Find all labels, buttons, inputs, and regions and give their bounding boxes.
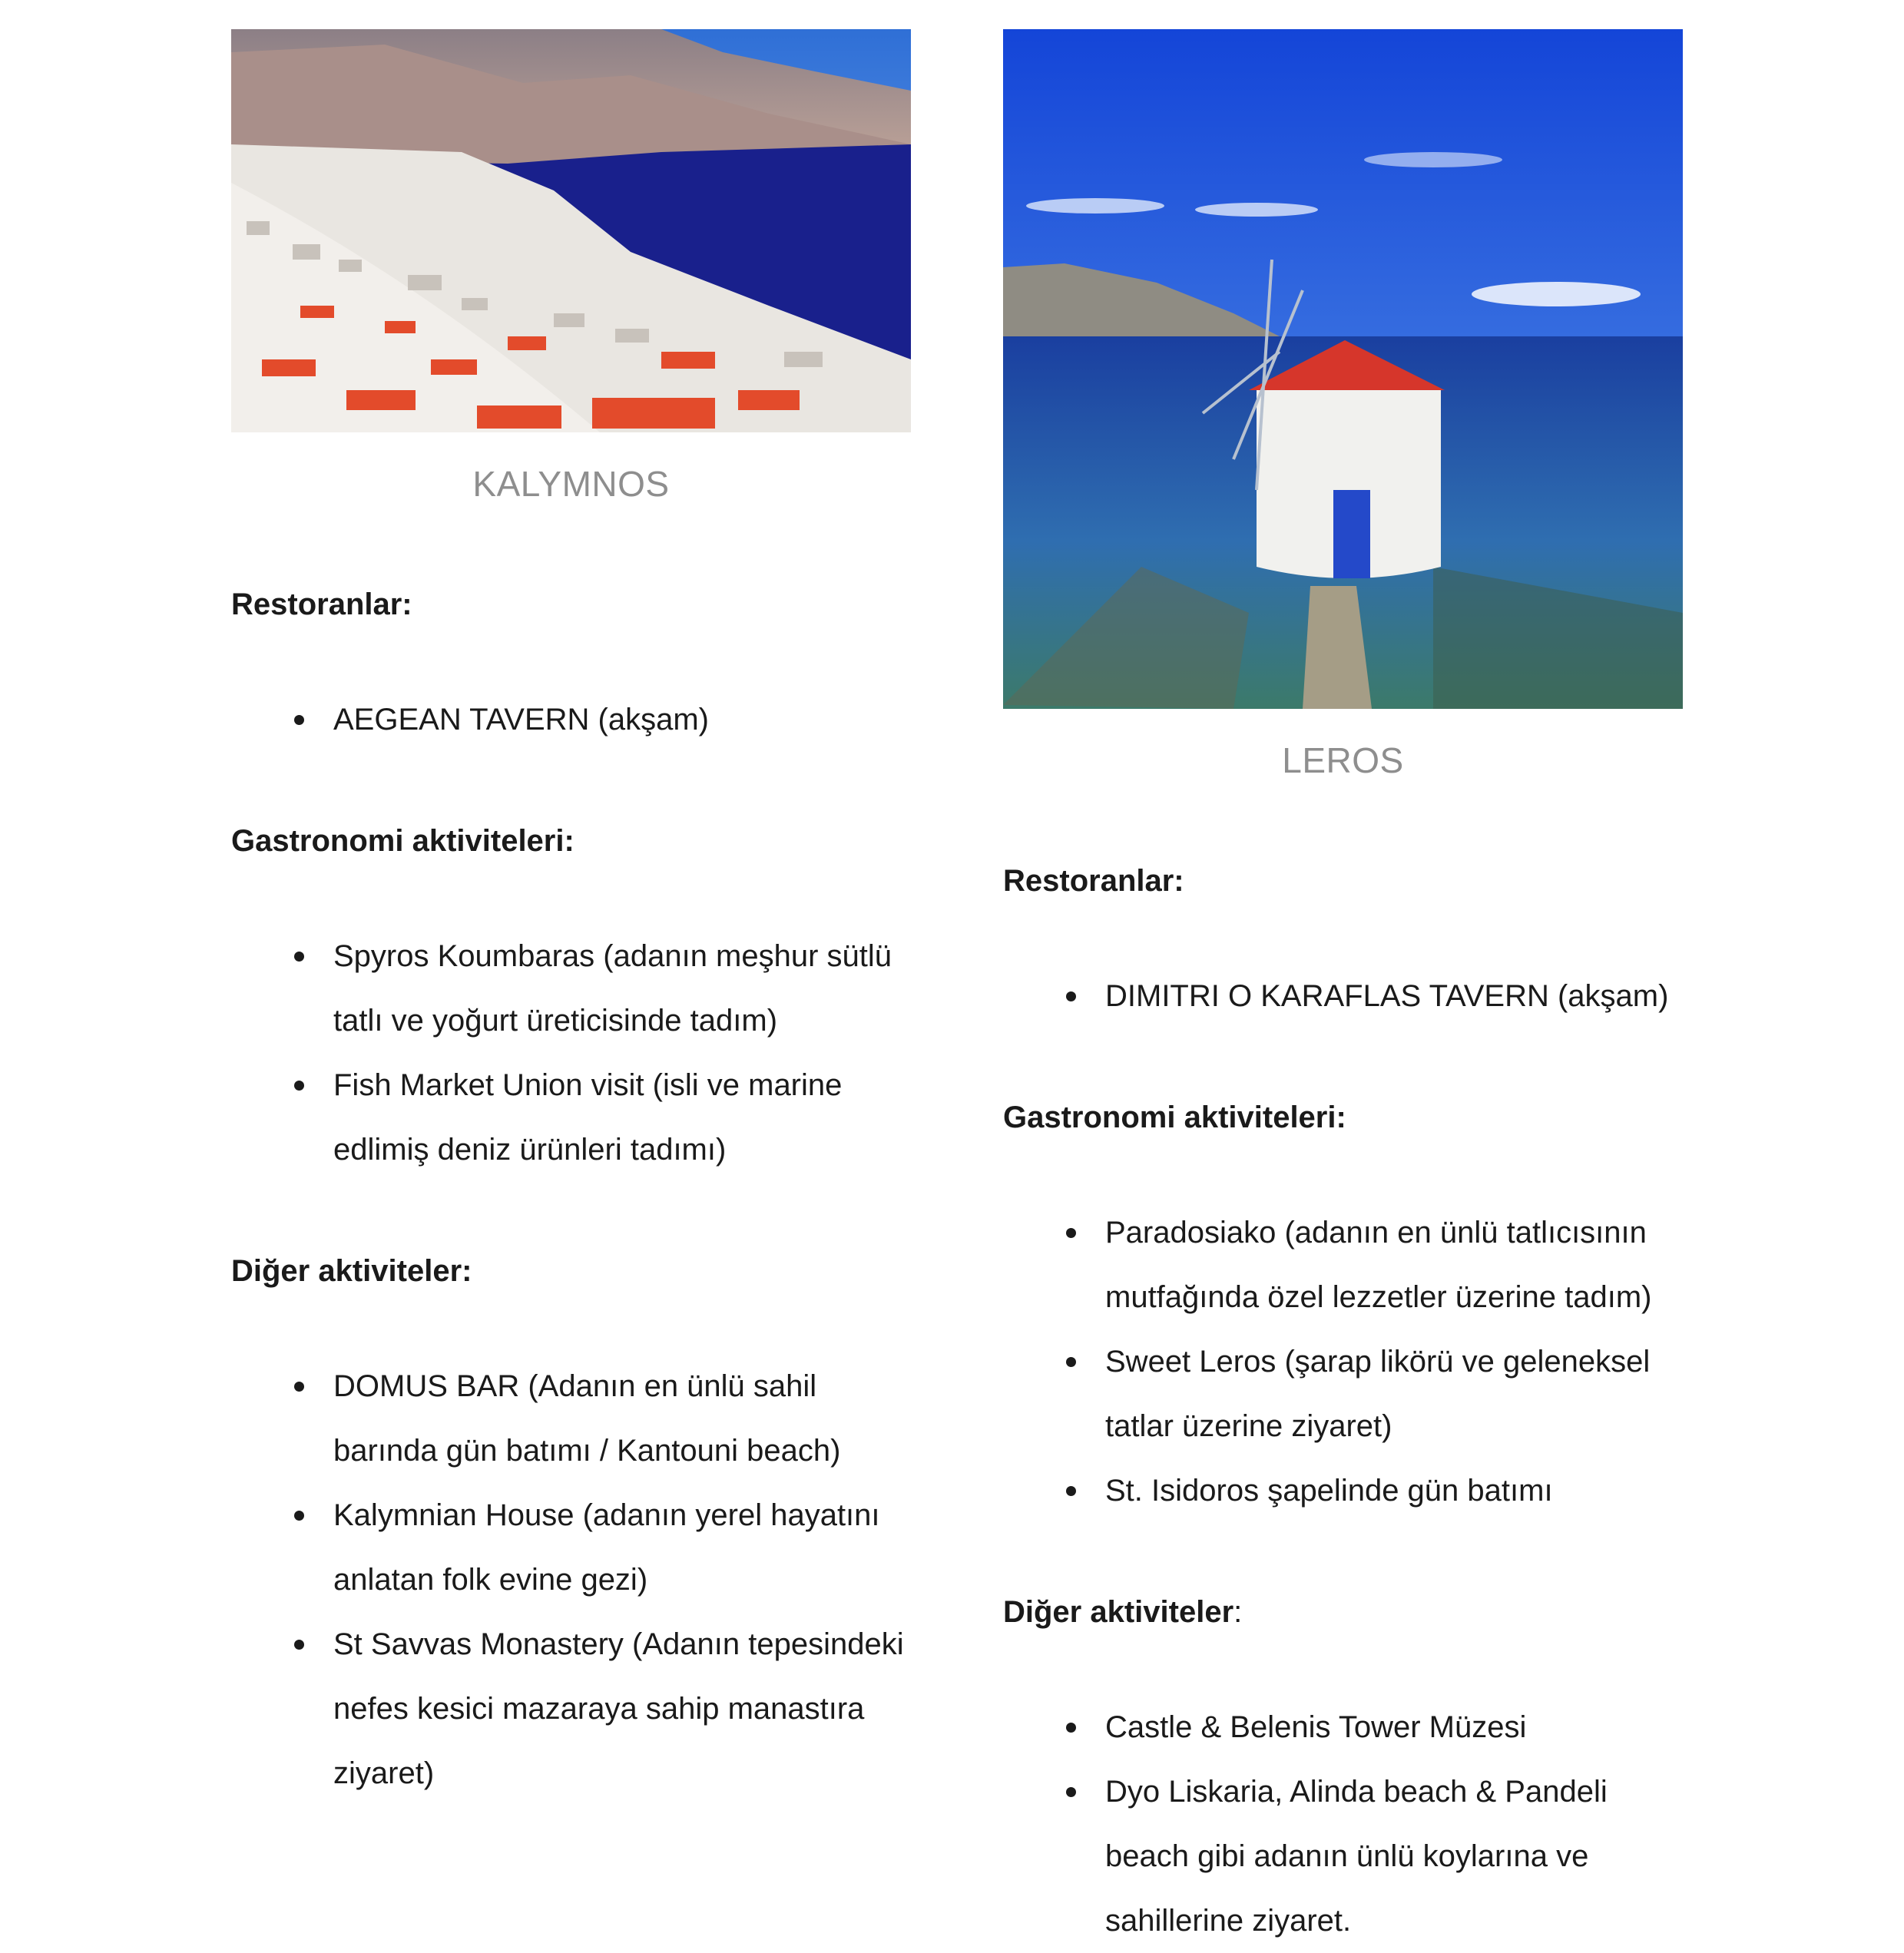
leros-title: LEROS <box>1282 740 1404 780</box>
heading-colon: : <box>1233 1595 1243 1629</box>
leros-gastronomy-heading: Gastronomi aktiviteleri: <box>1003 1101 1346 1134</box>
kalymnos-other-list <box>231 1354 911 1806</box>
list-item: Spyros Koumbaras (adanın meşhur sütlü tatlı ve yoğurt üreticisinde tadım) <box>231 924 911 1053</box>
leros-section <box>1003 29 1683 1953</box>
leros-other-heading-text: Diğer aktiviteler <box>1003 1595 1234 1629</box>
list-item: AEGEAN TAVERN (akşam) <box>231 687 911 752</box>
kalymnos-photo <box>231 29 911 432</box>
leros-other-heading <box>1003 1597 1683 1627</box>
kalymnos-gastronomy-list <box>231 924 911 1182</box>
list-item: St. Isidoros şapelinde gün batımı <box>1003 1458 1683 1523</box>
kalymnos-title: KALYMNOS <box>472 464 670 504</box>
kalymnos-restaurants-list <box>231 687 911 752</box>
list-item: St Savvas Monastery (Adanın tepesindeki nefes kesici mazaraya sahip manastıra ziyaret) <box>231 1612 911 1806</box>
list-item: Paradosiako (adanın en ünlü tatlıcısının mutfağında özel lezzetler üzerine tadım) <box>1003 1200 1683 1329</box>
kalymnos-other-heading: Diğer aktiviteler: <box>231 1254 472 1288</box>
leros-restaurants-list <box>1003 964 1683 1028</box>
kalymnos-gastronomy-heading: Gastronomi aktiviteleri: <box>231 824 575 858</box>
leros-photo <box>1003 29 1683 709</box>
list-item: DIMITRI O KARAFLAS TAVERN (akşam) <box>1003 964 1683 1028</box>
list-item: DOMUS BAR (Adanın en ünlü sahil barında gün batımı / Kantouni beach) <box>231 1354 911 1483</box>
leros-other-list <box>1003 1695 1683 1953</box>
list-item: Castle & Belenis Tower Müzesi <box>1003 1695 1683 1759</box>
list-item: Kalymnian House (adanın yerel hayatını anlatan folk evine gezi) <box>231 1483 911 1612</box>
kalymnos-restaurants-heading: Restoranlar: <box>231 588 412 621</box>
leros-restaurants-heading: Restoranlar: <box>1003 864 1184 898</box>
list-item: Dyo Liskaria, Alinda beach & Pandeli beach gibi adanın ünlü koylarına ve sahillerine ziyaret. <box>1003 1759 1683 1953</box>
list-item: Fish Market Union visit (isli ve marine edlimiş deniz ürünleri tadımı) <box>231 1053 911 1182</box>
list-item: Sweet Leros (şarap likörü ve geleneksel tatlar üzerine ziyaret) <box>1003 1329 1683 1458</box>
leros-gastronomy-list <box>1003 1200 1683 1523</box>
kalymnos-section <box>231 29 911 1806</box>
